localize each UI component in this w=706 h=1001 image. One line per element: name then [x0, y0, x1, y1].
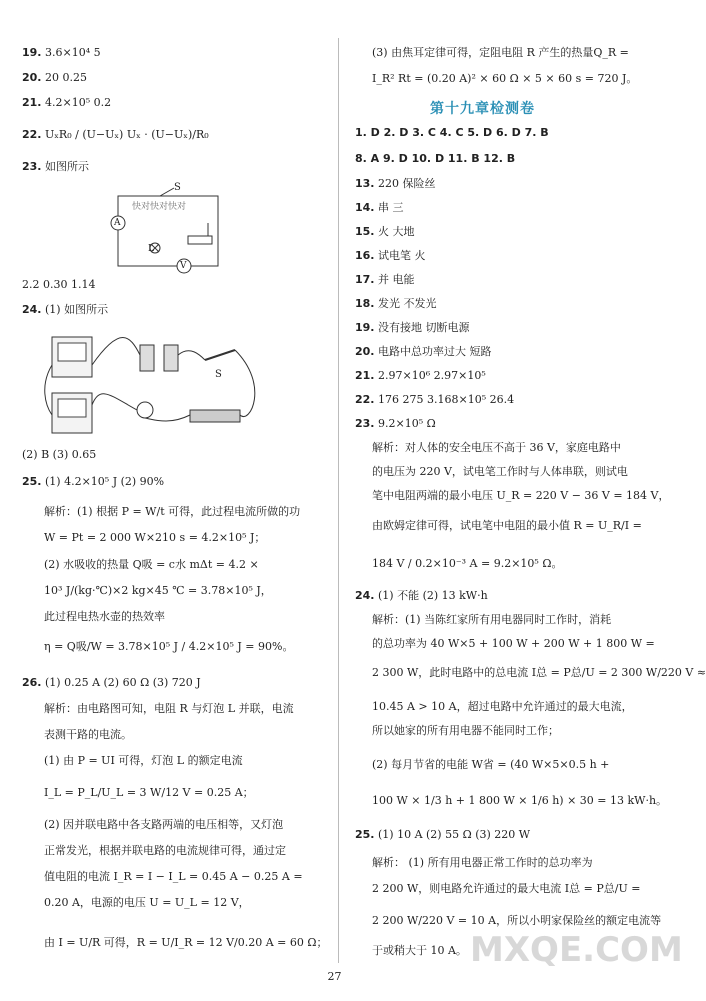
fig1-label-l: L	[148, 244, 154, 254]
page-number: 27	[327, 970, 342, 983]
answer-14: 14. 串 三	[355, 201, 404, 214]
answer-16: 16. 试电笔 火	[355, 249, 426, 262]
text-line: 解析：(1) 根据 P = W/t 可得，此过程电流所做的功	[44, 505, 301, 518]
text-line: 由欧姆定律可得，试电笔中电阻的最小值 R = U_R/I =	[372, 519, 642, 532]
text-line: 184 V / 0.2×10⁻³ A = 9.2×10⁵ Ω。	[372, 557, 563, 570]
text-line: 由 I = U/R 可得，R = U/I_R = 12 V/0.20 A = 60 Ω；	[44, 936, 328, 949]
answer-21: 21. 2.97×10⁶ 2.97×10⁵	[355, 369, 486, 382]
answer-19: 19. 3.6×10⁴ 5	[22, 46, 101, 59]
text-line: 表测干路的电流。	[44, 728, 132, 741]
text-line: 此过程电热水壶的热效率	[44, 610, 165, 623]
answer-26: 26. (1) 0.25 A (2) 60 Ω (3) 720 J	[22, 676, 201, 689]
text-line: 解析：(1) 当陈红家所有用电器同时工作时，消耗	[372, 613, 612, 626]
answer-24: 24. (1) 不能 (2) 13 kW·h	[355, 589, 488, 602]
answer-20: 20. 电路中总功率过大 短路	[355, 345, 492, 358]
answer-25: 25. (1) 10 A (2) 55 Ω (3) 220 W	[355, 828, 531, 841]
text-line: I_R² Rt = (0.20 A)² × 60 Ω × 5 × 60 s = 720 J。	[372, 72, 638, 85]
text-line: 笔中电阻两端的最小电压 U_R = 220 V − 36 V = 184 V，	[372, 489, 670, 502]
text-line: (2) 水吸收的热量 Q吸 = c水 mΔt = 4.2 ×	[44, 558, 259, 571]
fig1-label-v: V	[180, 261, 187, 271]
answer-24-sub: (2) B (3) 0.65	[22, 448, 97, 461]
answer-choices-1-7: 1. D 2. D 3. C 4. C 5. D 6. D 7. B	[355, 126, 549, 139]
fig1-watermark: 快对快对快对	[132, 202, 187, 212]
watermark: MXQE.COM	[470, 930, 683, 970]
text-line: 100 W × 1/3 h + 1 800 W × 1/6 h) × 30 = 13 kW·h。	[372, 794, 668, 807]
answer-21: 21. 4.2×10⁵ 0.2	[22, 96, 112, 109]
answer-23: 23. 如图所示	[22, 160, 89, 173]
text-line: (2) 每月节省的电能 W省 = (40 W×5×0.5 h +	[372, 758, 610, 771]
answer-17: 17. 并 电能	[355, 273, 415, 286]
text-line: 所以她家的所有用电器不能同时工作；	[372, 724, 559, 737]
fig2-label-s: S	[215, 369, 222, 380]
text-line: 10.45 A > 10 A，超过电路中允许通过的最大电流，	[372, 700, 633, 713]
text-line: 解析：由电路图可知，电阻 R 与灯泡 L 并联，电流	[44, 702, 294, 715]
text-line: I_L = P_L/U_L = 3 W/12 V = 0.25 A；	[44, 786, 254, 799]
text-line: 的电压为 220 V，试电笔工作时与人体串联，则试电	[372, 465, 628, 478]
text-line: 0.20 A，电源的电压 U = U_L = 12 V，	[44, 896, 250, 909]
text-line: 2 200 W，则电路允许通过的最大电流 I总 = P总/U =	[372, 882, 641, 895]
answer-13: 13. 220 保险丝	[355, 177, 436, 190]
text-line: 于或稍大于 10 A。	[372, 944, 467, 957]
text-line: 2 300 W，此时电路中的总电流 I总 = P总/U = 2 300 W/220 V ≈	[372, 666, 706, 679]
text-line: 10³ J/(kg·℃)×2 kg×45 ℃ = 3.78×10⁵ J，	[44, 584, 272, 597]
text-line: η = Q吸/W = 3.78×10⁵ J / 4.2×10⁵ J = 90%。	[44, 640, 294, 653]
answer-23-values: 2.2 0.30 1.14	[22, 278, 96, 291]
text-line: 的总功率为 40 W×5 + 100 W + 200 W + 1 800 W =	[372, 637, 655, 650]
fig1-label-s: S	[174, 182, 181, 193]
text-line: (1) 由 P = UI 可得，灯泡 L 的额定电流	[44, 754, 243, 767]
chapter-heading: 第十九章检测卷	[430, 101, 535, 117]
column-divider	[338, 38, 339, 963]
answer-25: 25. (1) 4.2×10⁵ J (2) 90%	[22, 475, 165, 488]
answer-22: 22. UₓR₀ / (U−Uₓ) Uₓ · (U−Uₓ)/R₀	[22, 128, 209, 141]
fig1-label-a: A	[114, 218, 121, 228]
text-line: (2) 因并联电路中各支路两端的电压相等，又灯泡	[44, 818, 284, 831]
text-line: (3) 由焦耳定律可得，定阻电阻 R 产生的热量Q_R =	[372, 46, 629, 59]
answer-19: 19. 没有接地 切断电源	[355, 321, 470, 334]
answer-23: 23. 9.2×10⁵ Ω	[355, 417, 436, 430]
answer-20: 20. 20 0.25	[22, 71, 87, 84]
wiring-illustration-24	[40, 325, 290, 445]
answer-choices-8-12: 8. A 9. D 10. D 11. B 12. B	[355, 152, 516, 165]
text-line: 解析： (1) 所有用电器正常工作时的总功率为	[372, 856, 593, 869]
text-line: 2 200 W/220 V = 10 A，所以小明家保险丝的额定电流等	[372, 914, 662, 927]
text-line: 正常发光，根据并联电路的电流规律可得，通过定	[44, 844, 286, 857]
text-line: 值电阻的电流 I_R = I − I_L = 0.45 A − 0.25 A =	[44, 870, 303, 883]
text-line: W = Pt = 2 000 W×210 s = 4.2×10⁵ J；	[44, 531, 266, 544]
answer-22: 22. 176 275 3.168×10⁵ 26.4	[355, 393, 515, 406]
answer-24: 24. (1) 如图所示	[22, 303, 109, 316]
answer-15: 15. 火 大地	[355, 225, 415, 238]
text-line: 解析：对人体的安全电压不高于 36 V，家庭电路中	[372, 441, 621, 454]
answer-18: 18. 发光 不发光	[355, 297, 437, 310]
